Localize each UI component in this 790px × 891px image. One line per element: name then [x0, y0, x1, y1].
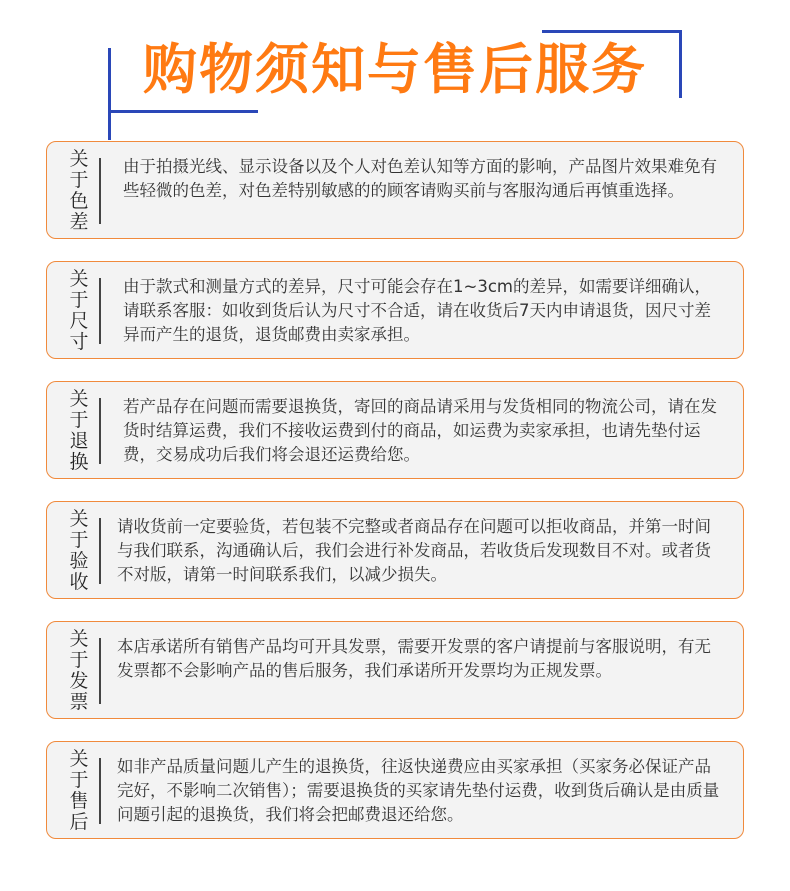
info-card-aftersale — [46, 741, 744, 839]
card-divider — [99, 398, 101, 464]
card-text: 如非产品质量问题儿产生的退换货，往返快递费应由买家承担（买家务必保证产品完好，不影响二次销售）；需要退换货的买家请先垫付运费，收到货后确认是由质量问题引起的退换货，我们将会把邮费退还给您。 — [117, 757, 720, 824]
card-tag: 关 于 退 换 — [69, 388, 89, 473]
page-title: 购物须知与售后服务 — [143, 38, 647, 101]
card-text: 请收货前一定要验货，若包装不完整或者商品存在问题可以拒收商品，并第一时间与我们联系，沟通确认后，我们会进行补发商品，若收货后发现数目不对。或者货不对版，请第一时间联系我们，以减少损失。 — [117, 517, 711, 584]
info-card-return — [46, 381, 744, 479]
card-tag: 关 于 售 后 — [69, 748, 89, 833]
card-text: 本店承诺所有销售产品均可开具发票，需要开发票的客户请提前与客服说明，有无发票都不会影响产品的售后服务，我们承诺所开发票均为正规发票。 — [117, 637, 711, 680]
card-divider — [99, 158, 101, 224]
frame-line-left — [108, 48, 111, 140]
card-tag: 关 于 色 差 — [69, 148, 89, 233]
card-text: 若产品存在问题而需要退换货，寄回的商品请采用与发货相同的物流公司，请在发货时结算运费，我们不接收运费到付的商品，如运费为卖家承担，也请先垫付运费，交易成功后我们将会退还运费给您。 — [123, 397, 717, 464]
card-divider — [99, 638, 101, 704]
card-tag: 关 于 发 票 — [69, 628, 89, 713]
card-divider — [99, 278, 101, 344]
frame-line-bottom — [108, 110, 258, 113]
info-card-size — [46, 261, 744, 359]
card-tag: 关 于 尺 寸 — [69, 268, 89, 353]
card-text: 由于款式和测量方式的差异，尺寸可能会存在1~3cm的差异，如需要详细确认，请联系客服：如收到货后认为尺寸不合适，请在收货后7天内申请退货，因尺寸差异而产生的退货，退货邮费由卖家承担。 — [123, 277, 711, 344]
info-card-color — [46, 141, 744, 239]
card-divider — [99, 518, 101, 584]
info-card-invoice — [46, 621, 744, 719]
card-text: 由于拍摄光线、显示设备以及个人对色差认知等方面的影响，产品图片效果难免有些轻微的色差，对色差特别敏感的的顾客请购买前与客服沟通后再慎重选择。 — [123, 157, 717, 200]
card-tag: 关 于 验 收 — [69, 508, 89, 593]
frame-line-top — [542, 30, 682, 33]
title-frame — [108, 30, 682, 112]
frame-line-right — [679, 30, 682, 98]
card-divider — [99, 758, 101, 824]
info-card-inspection — [46, 501, 744, 599]
